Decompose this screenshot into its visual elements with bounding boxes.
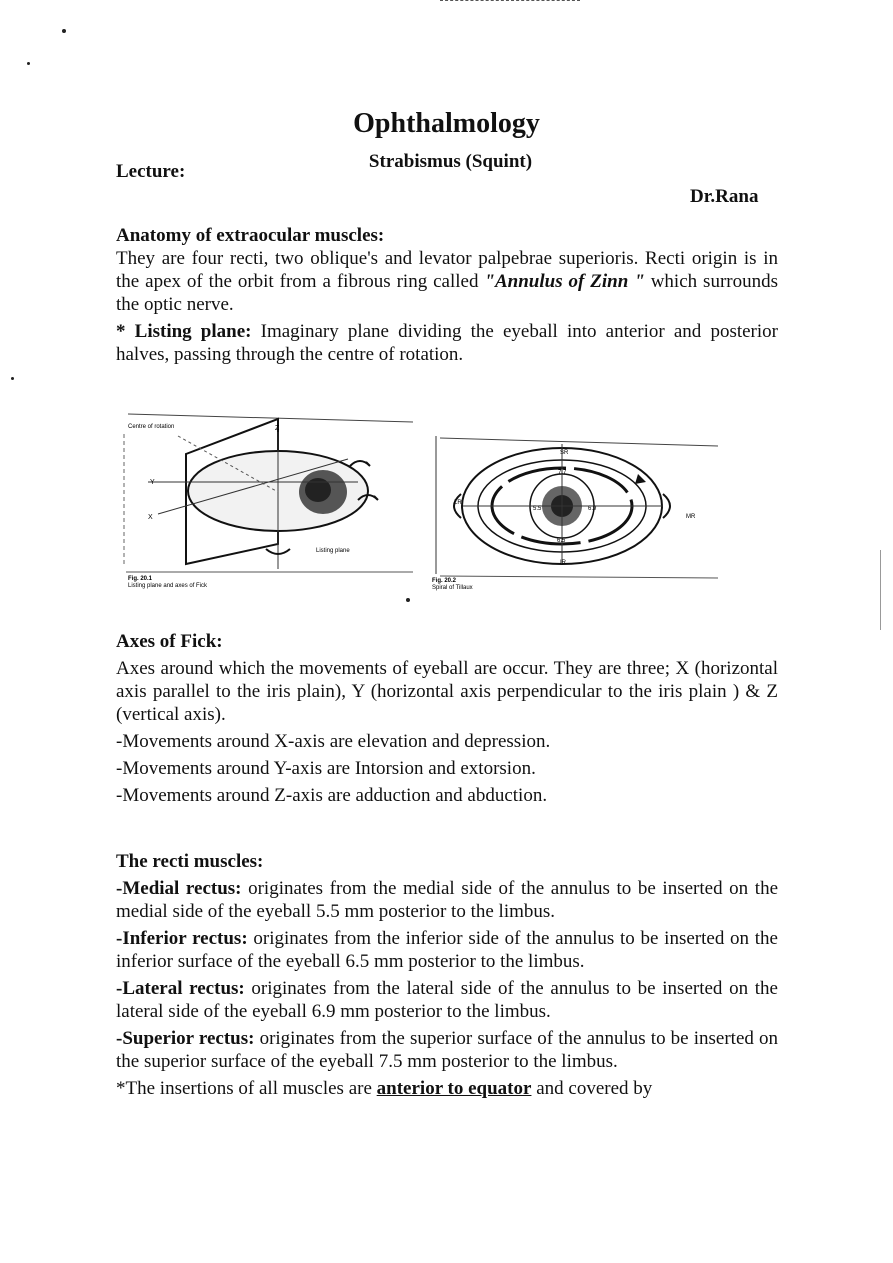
fig-right-d-bottom: 6.5 — [557, 538, 566, 544]
recti-item-inferior — [116, 927, 778, 973]
anatomy-heading: Anatomy of extraocular muscles: — [116, 225, 385, 246]
insertion-note — [116, 1077, 778, 1100]
axes-item: -Movements around Z-axis are adduction and abduction. — [116, 785, 548, 806]
recti-item-medial — [116, 877, 778, 923]
fig-left-axis-x: X — [148, 514, 153, 521]
scan-speck — [27, 62, 30, 65]
fig-left-plane-label: Listing plane — [316, 548, 350, 554]
listing-plane-text: Imaginary plane dividing the eyeball into anterior and posterior halves, passing through the centre of rotation. — [116, 321, 778, 365]
recti-text: originates from the superior surface of the annulus to be inserted on the superior surface of the eyeball 7.5 mm posterior to the limbus. — [116, 1028, 778, 1072]
page-title: Ophthalmology — [353, 108, 540, 139]
recti-label: -Superior rectus: — [116, 1028, 255, 1049]
fig-right-ir: IR — [560, 560, 566, 566]
recti-heading: The recti muscles: — [116, 851, 264, 872]
recti-text: originates from the lateral side of the annulus to be inserted on the lateral side of the eyeball 6.9 mm posterior to the limbus. — [116, 978, 778, 1022]
recti-label: -Inferior rectus: — [116, 928, 248, 949]
recti-item-superior — [116, 1027, 778, 1073]
author-name: Dr.Rana — [690, 186, 759, 207]
scan-speck — [406, 598, 410, 602]
figures-panel — [118, 404, 724, 594]
fig-left-corner-label: Centre of rotation — [128, 424, 175, 430]
listing-plane-paragraph — [116, 320, 778, 366]
fig-left-caption: Listing plane and axes of Fick — [128, 583, 208, 589]
fig-right-lr: LR — [454, 500, 462, 506]
axes-item: -Movements around X-axis are elevation and depression. — [116, 731, 551, 752]
recti-section — [116, 850, 778, 1104]
insertion-note-emphasis: anterior to equator — [376, 1078, 532, 1099]
spiral-of-tillaux-figure — [432, 436, 718, 591]
anatomy-paragraph — [116, 247, 778, 316]
anatomy-text-1: They are four recti, two oblique's and levator palpebrae superioris. Recti origin is in the apex of the orbit from a fibrous ring called — [116, 248, 778, 292]
scan-top-mark — [440, 0, 580, 3]
scan-speck — [62, 29, 66, 33]
recti-label: -Medial rectus: — [116, 878, 242, 899]
scan-speck — [11, 377, 14, 380]
fig-right-caption: Spiral of Tillaux — [432, 585, 473, 591]
recti-item-lateral — [116, 977, 778, 1023]
fig-right-mr: MR — [686, 514, 696, 520]
insertion-note-text-1: *The insertions of all muscles are — [116, 1078, 377, 1099]
fig-right-d-right: 6.9 — [588, 506, 597, 512]
axes-paragraph: Axes around which the movements of eyeball are occur. They are three; X (horizontal axis parallel to the iris plain), Y (horizontal axis perpendicular to the iris plain ) & Z (vertical axis). — [116, 658, 778, 725]
scan-right-mark — [880, 550, 881, 630]
figures-svg — [118, 404, 724, 594]
lecture-label: Lecture: — [116, 161, 186, 182]
anatomy-section — [116, 224, 778, 370]
listing-plane-label: * Listing plane: — [116, 321, 252, 342]
insertion-note-text-2: and covered by — [531, 1078, 653, 1099]
axes-heading: Axes of Fick: — [116, 631, 223, 652]
fig-left-caption-num: Fig. 20.1 — [128, 576, 153, 582]
axes-section — [116, 630, 778, 811]
annulus-term: "Annulus of Zinn " — [484, 271, 645, 292]
fig-right-d-top: 7.7 — [558, 470, 567, 476]
anatomy-text-2: which surrounds the optic nerve. — [116, 271, 778, 315]
recti-text: originates from the medial side of the annulus to be inserted on the medial side of the eyeball 5.5 mm posterior to the limbus. — [116, 878, 778, 922]
fig-right-sr: SR — [560, 450, 569, 456]
page-subtitle: Strabismus (Squint) — [368, 151, 533, 172]
fig-left-axis-y: Y — [150, 479, 155, 486]
listing-plane-figure — [124, 414, 413, 589]
fig-left-axis-z: Z — [275, 425, 280, 432]
fig-right-caption-num: Fig. 20.2 — [432, 578, 457, 584]
recti-label: -Lateral rectus: — [116, 978, 245, 999]
fig-right-d-left: 5.5 — [533, 506, 542, 512]
axes-item: -Movements around Y-axis are Intorsion and extorsion. — [116, 758, 536, 779]
recti-text: originates from the inferior side of the annulus to be inserted on the inferior surface of the eyeball 6.5 mm posterior to the limbus. — [116, 928, 778, 972]
